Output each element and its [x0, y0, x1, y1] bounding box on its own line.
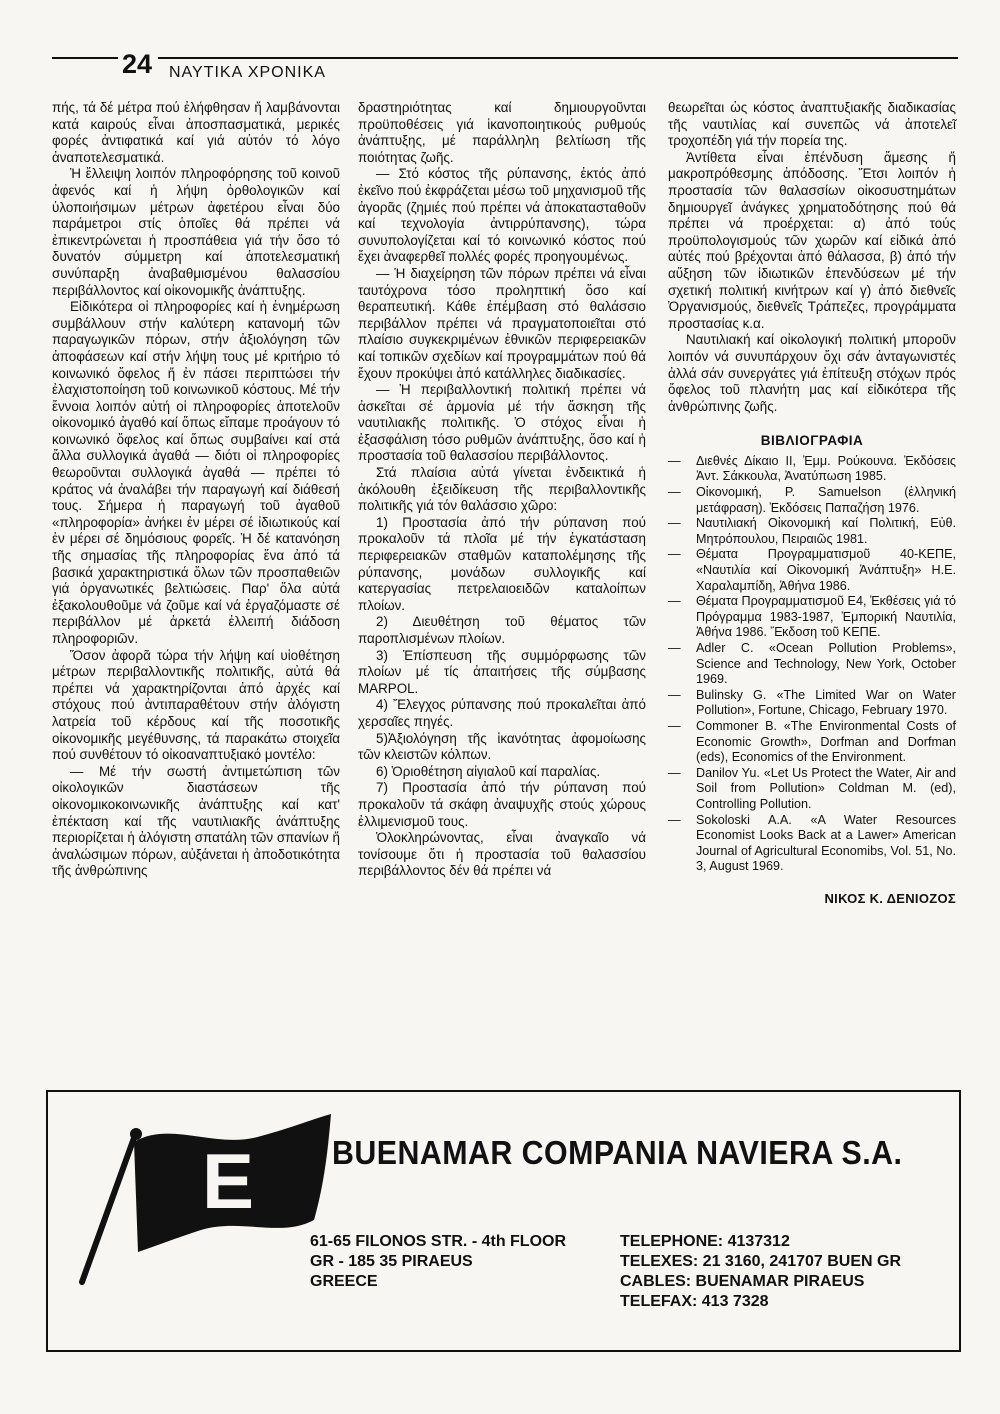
paragraph: 7) Προστασία ἀπό τήν ρύπανση πού προκαλοῦν τά σκάφη ἀναψυχῆς στούς χώρους ἐλλιμενισμοῦ τους. — [358, 780, 646, 829]
page-header — [52, 48, 958, 88]
paragraph: 5)Ἀξιολόγηση τῆς ἱκανότητας ἀφομοίωσης τῶν κλειστῶν κόλπων. — [358, 730, 646, 763]
paragraph: 4) Ἔλεγχος ρύπανσης πού προκαλεῖται ἀπό χερσαῖες πηγές. — [358, 697, 646, 729]
bibliography-item: — Θέματα Προγραμματισμοῦ 40-ΚΕΠΕ, «Ναυτιλία καί Οἰκονομική Ἀνάπτυξη» Η.Ε. Χαραλαμπίδη, Ἀθήνα 1986. — [668, 547, 956, 594]
article-column-3 — [668, 100, 956, 908]
paragraph: Ὁλοκληρώνοντας, εἶναι ἀναγκαῖο νά τονίσουμε ὅτι ἡ προστασία τοῦ θαλασσίου περιβάλλοντος δέν θά πρέπει νά — [358, 830, 646, 879]
article-column-2 — [358, 100, 646, 880]
bibliography-item: — Bulinsky G. «The Limited War on Water Pollution», Fortune, Chicago, February 1970. — [668, 688, 956, 719]
paragraph: Ναυτιλιακή καί οἰκολογική πολιτική μποροῦν λοιπόν νά συνυπάρχουν ὄχι σάν ἀνταγωνιστές ἀλλά σάν συνεργάτες γιά ἐπίτευξη στόχων πρός ὄφελος τοῦ πλανήτη μας καί εἰδικότερα τῆς ἀνθρώπινης ζωῆς. — [668, 332, 956, 414]
bibliography-title: ΒΙΒΛΙΟΓΡΑΦΙΑ — [760, 433, 864, 449]
bibliography-item: — Adler C. «Ocean Pollution Problems», Science and Technology, New York, October 1969. — [668, 641, 956, 688]
paragraph: θεωρεῖται ὡς κόστος ἀναπτυξιακῆς διαδικασίας τῆς ναυτιλίας καί συνεπῶς νά ἀποτελεῖ τροχοπέδη γιά τήν πορεία της. — [668, 100, 956, 149]
contact-line: TELEFAX: 413 7328 — [620, 1293, 769, 1310]
paragraph: — Μέ τήν σωστή ἀντιμετώπιση τῶν οἰκολογικῶν διαστάσεων τῆς οἰκονομικοκοινωνικῆς ἀνάπτυξης καί κατ' ἐπέκταση καί τῆς ναυτιλιακῆς ἀνάπτυξης περιορίζεται ἡ ἀλόγιστη σπατάλη τῶν σπανίων ἤ ἀναλώσιμων πόρων, αὐξάνεται ἡ ἀποδοτικότητα τῆς ἀνθρώπινης — [52, 763, 340, 879]
magazine-title: ΝΑΥΤΙΚΑ ΧΡΟΝΙΚΑ — [169, 64, 326, 81]
bibliography-item: — Θέματα Προγραμματισμοῦ Ε4, Ἐκθέσεις γιά τό Πρόγραμμα 1983-1987, Ἐμπορική Ναυτιλία, Ἀθήνα 1986. Ἔκδοση τοῦ ΚΕΠΕ. — [668, 594, 956, 641]
company-name: BUENAMAR COMPANIA NAVIERA S.A. — [332, 1134, 903, 1171]
contact-line: TELEPHONE: 4137312 — [620, 1233, 790, 1250]
page-number: 24 — [118, 50, 158, 78]
address-line: 61-65 FILONOS STR. - 4th FLOOR — [310, 1233, 567, 1250]
contact-line: TELEXES: 21 3160, 241707 BUEN GR — [620, 1253, 902, 1270]
paragraph: πής, τά δέ μέτρα πού ἐλήφθησαν ἤ λαμβάνονται κατά καιρούς εἶναι ἀποσπασματικά, μερικές φορές ἀντιφατικά καί γιά αὐτόν τό λόγο ἀναποτελεσματικά. — [52, 100, 340, 165]
bibliography-item: — Commoner B. «The Environmental Costs of Economic Growth», Dorfman and Dorfman (eds), Economics of the Environment. — [668, 719, 956, 766]
bibliography-item: — Danilov Yu. «Let Us Protect the Water, Air and Soil from Pollution» Coldman M. (ed), Controlling Pollution. — [668, 766, 956, 813]
paragraph: 2) Διευθέτηση τοῦ θέματος τῶν παροπλισμένων πλοίων. — [358, 614, 646, 646]
address-line: GREECE — [310, 1273, 378, 1290]
flag-logo-icon — [76, 1110, 336, 1290]
paragraph: — Στό κόστος τῆς ρύπανσης, ἐκτός ἀπό ἐκεῖνο πού ἐκφράζεται μέσω τοῦ μηχανισμοῦ τῆς ἀγορᾶς (ζημιές πού πρέπει νά ἀποκατασταθοῦν καί τεχνολογία ἀντιρρύπανσης), τώρα συνυπολογίζεται καί τό κοινωνικό κόστος πού ἔχει ἀναφερθεῖ πολλές φορές προηγουμένως. — [358, 166, 646, 265]
contact-line: CABLES: BUENAMAR PIRAEUS — [620, 1273, 865, 1290]
bibliography-item: — Ναυτιλιακή Οἰκονομική καί Πολιτική, Εὐθ. Μητρόπουλου, Πειραιῶς 1981. — [668, 516, 956, 547]
paragraph: — Ἡ διαχείρηση τῶν πόρων πρέπει νά εἶναι ταυτόχρονα τόσο προληπτική ὅσο καί θεραπευτική. Κάθε ἐπέμβαση στό θαλάσσιο περιβάλλον πρέπει νά πραγματοποιεῖται στό πλαίσιο συγκεκριμένων ἐθνικῶν περιφερειακῶν καί τοπικῶν σχεδίων καί προγραμμάτων πού θά ἔχουν προκύψει ἀπό κατάλληλες διαδικασίες. — [358, 265, 646, 381]
article-column-1 — [52, 100, 340, 880]
paragraph: 6) Ὁριοθέτηση αἰγιαλοῦ καί παραλίας. — [376, 763, 601, 779]
company-contact — [620, 1232, 901, 1312]
article-author: ΝΙΚΟΣ Κ. ΔΕΝΙΟΖΟΣ — [824, 890, 956, 906]
header-rule — [52, 57, 958, 59]
paragraph: Ἡ ἔλλειψη λοιπόν πληροφόρησης τοῦ κοινοῦ ἀφενός καί ἡ λήψη ὀρθολογικῶν καί ὑλοποιήσιμων μέτρων ἀφετέρου εἶναι δύο παράμετροι στίς ὁποῖες θά πρέπει νά ἐπικεντρώνεται ἡ προσπάθεια γιά τήν ὅσο τό δυνατόν σύμμετρη καί ἀποτελεσματική συνύπαρξη ἀναβαθμισμένου θαλασσίου περιβάλλοντος καί οἰκονομικῆς ἀνάπτυξης. — [52, 166, 340, 298]
paragraph: Ὅσον ἀφορᾶ τώρα τήν λήψη καί υἱοθέτηση μέτρων περιβαλλοντικῆς πολιτικῆς, αὐτά θά πρέπει νά χαρακτηρίζονται ἀπό ἀρχές καί στόχους πού ἀντιπαραθέτουν στήν ἀλόγιστη λατρεία τοῦ κέρδους καί τῆς ποσοτικῆς οἰκονομικῆς μεγέθυνσης, τά παρακάτω στοιχεῖα πού συνθέτουν τό οἰκοαναπτυξιακό μοντέλο: — [52, 647, 340, 763]
bibliography-item: — Διεθνές Δίκαιο ΙΙ, Ἐμμ. Ρούκουνα. Ἐκδόσεις Ἀντ. Σάκκουλα, Ἀνατύπωση 1985. — [668, 454, 956, 485]
bibliography-list — [668, 454, 956, 875]
bibliography-item: — Sokoloski A.A. «A Water Resources Economist Looks Back at a Lawer» American Journal of Agricultural Economibs, Vol. 51, No. 3, August 1969. — [668, 813, 956, 875]
company-address — [310, 1232, 566, 1292]
paragraph: δραστηριότητας καί δημιουργοῦνται προϋποθέσεις γιά ἱκανοποιητικούς ρυθμούς ἀνάπτυξης, μέ παράλληλη βελτίωση τῆς ποιότητας ζωῆς. — [358, 100, 646, 165]
paragraph: Εἰδικότερα οἱ πληροφορίες καί ἡ ἐνημέρωση συμβάλλουν στήν καλύτερη κατανομή τῶν παραγωγικῶν πόρων, στήν ἀξιολόγηση τῶν ἀποφάσεων καί στήν λήψη τους μέ κριτήριο τό κοινωνικό ὄφελος ἤ ἐν πάσει περιπτώσει τήν ἐλαχιστοποίηση τοῦ κοινωνικοῦ κόστους. Μέ τήν ἔννοια λοιπόν αὐτή οἱ πληροφορίες ἀποτελοῦν οἰκονομικό ἀγαθό καί ὅπως εἴπαμε προάγουν τό κοινωνικό ὄφελος καί ὅπως συμβαίνει καί στά ἄλλα συλλογικά ἀγαθά — διότι οἱ πληροφορίες θεωροῦνται συλλογικά ἀγαθά — πρέπει τό κράτος νά ἀναλάβει τήν παραγωγή καί διάθεσή τους. Σήμερα ἡ παραγωγή τοῦ ἀγαθοῦ «πληροφορία» ἀνήκει ἐν μέρει σέ ἰδιωτικούς καί ἐν μέρει σέ δημόσιους φορεῖς. Ἡ δέ κατανόηση τῆς σημασίας τῆς πληροφορίας ἕνα ἀπό τά βασικά χαρακτηριστικά ὅλων τῶν προσπαθειῶν γιά ὀργανωτικές βελτιώσεις. Παρ' ὅλα αὐτά ἐξακολουθοῦμε νά ζοῦμε καί νά ἐργαζόμαστε σέ περιβάλλον μέ ἀρκετά ἐλλειπή διάδοση πληροφοριῶν. — [52, 299, 340, 646]
paragraph: 1) Προστασία ἀπό τήν ρύπανση πού προκαλοῦν τά πλοῖα μέ τήν ἐγκατάσταση περιφερειακῶν σταθμῶν καταπολέμησης τῆς ρύπανσης, μονάδων συλλογικῆς καί κατεργασίας πετρελαιοειδῶν καταλοίπων πλοίων. — [358, 514, 646, 613]
advertisement-box — [46, 1090, 961, 1352]
flag-letter: E — [201, 1137, 255, 1225]
bibliography-item: — Οἰκονομική, P. Samuelson (ἑλληνική μετάφραση). Ἐκδόσεις Παπαζήση 1976. — [668, 485, 956, 516]
address-line: GR - 185 35 PIRAEUS — [310, 1253, 473, 1270]
paragraph: Ἀντίθετα εἶναι ἐπένδυση ἄμεσης ἤ μακροπρόθεσμης ἀπόδοσης. Ἔτσι λοιπόν ἡ προστασία τῶν θαλασσίων οἰκοσυστημάτων δημιουργεῖ ἀνάγκες χρηματοδότησης πού θά πρέπει νά προέρχεται: α) ἀπό τούς προϋπολογισμούς τῶν χωρῶν καί εἰδικά ἀπό αὐτές πού βρέχονται ἀπό θάλασσα, β) ἀπό τήν αὔξηση τῶν ἰδιωτικῶν ἐπενδύσεων μέ τήν σχετική πολιτική κινήτρων καί γ) ἀπό διεθνεῖς Ὀργανισμούς, διεθνεῖς Τράπεζες, προγράμματα προστασίας κ.α. — [668, 149, 956, 331]
paragraph: 3) Ἐπίσπευση τῆς συμμόρφωσης τῶν πλοίων μέ τίς ἀπαιτήσεις τῆς σύμβασης MARPOL. — [358, 647, 646, 696]
paragraph: — Ἡ περιβαλλοντική πολιτική πρέπει νά ἀσκεῖται σέ ἁρμονία μέ τήν ἄσκηση τῆς ναυτιλιακῆς πολιτικῆς. Ὁ στόχος εἶναι ἡ ἐξασφάλιση τόσο ρυθμῶν ἀνάπτυξης, ὅσο καί ἡ προστασία τοῦ θαλασσίου περιβάλλοντος. — [358, 382, 646, 464]
paragraph: Στά πλαίσια αὐτά γίνεται ἐνδεικτικά ἡ ἀκόλουθη ἐξειδίκευση τῆς περιβαλλοντικῆς πολιτικῆς γιά τόν θαλάσσιο χῶρο: — [358, 465, 646, 514]
